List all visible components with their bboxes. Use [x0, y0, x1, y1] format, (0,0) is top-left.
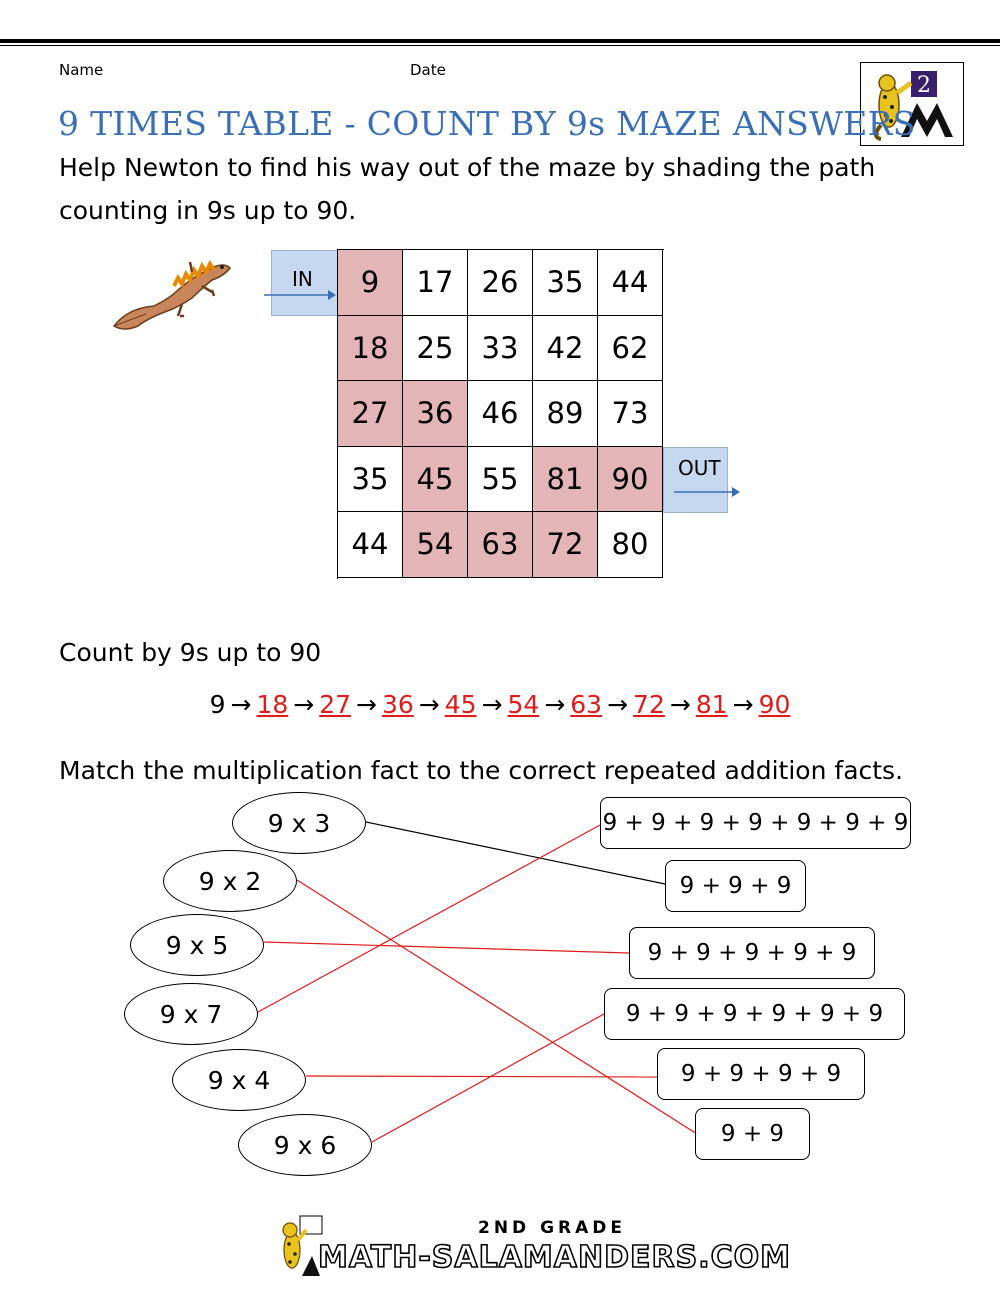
maze-cell: 54 — [403, 512, 468, 578]
match-line — [372, 1014, 604, 1142]
right-arrow-icon: → — [669, 690, 691, 719]
addition-box-1: 9 + 9 + 9 + 9 + 9 + 9 + 9 — [600, 797, 911, 849]
sequence-answer: 54 — [507, 690, 540, 719]
right-arrow-icon: → — [607, 690, 629, 719]
sequence-answer: 63 — [570, 690, 603, 719]
sequence-start: 9 — [209, 690, 226, 719]
match-line — [264, 942, 629, 953]
right-arrow-icon: → — [481, 690, 503, 719]
match-heading: Match the multiplication fact to the correct repeated addition facts. — [59, 756, 904, 785]
instruction-line-2: counting in 9s up to 90. — [59, 196, 357, 225]
maze-cell: 46 — [468, 381, 533, 447]
name-label: Name — [59, 61, 104, 79]
sequence-answer: 18 — [256, 690, 289, 719]
maze-cell: 90 — [598, 447, 663, 513]
page-title: 9 TIMES TABLE - COUNT BY 9s MAZE ANSWERS — [58, 104, 916, 143]
maze-cell: 63 — [468, 512, 533, 578]
fact-oval-4: 9 x 7 — [124, 983, 258, 1045]
maze-cell: 42 — [533, 316, 598, 382]
fact-oval-6: 9 x 6 — [238, 1114, 372, 1176]
maze-cell: 27 — [338, 381, 403, 447]
maze-cell: 9 — [338, 250, 403, 316]
maze-cell: 26 — [468, 250, 533, 316]
right-arrow-icon: → — [356, 690, 377, 719]
footer-grade: 2ND GRADE — [478, 1218, 627, 1238]
maze-cell: 35 — [533, 250, 598, 316]
maze-cell: 89 — [533, 381, 598, 447]
fact-oval-1: 9 x 3 — [232, 792, 366, 854]
fact-oval-5: 9 x 4 — [172, 1049, 306, 1111]
addition-box-4: 9 + 9 + 9 + 9 + 9 + 9 — [604, 988, 905, 1040]
count-heading: Count by 9s up to 90 — [59, 638, 322, 667]
maze-cell: 25 — [403, 316, 468, 382]
sequence-answer: 81 — [695, 690, 728, 719]
addition-box-2: 9 + 9 + 9 — [665, 860, 806, 912]
maze-cell: 35 — [338, 447, 403, 513]
logo-number: 2 — [917, 73, 931, 98]
right-arrow-icon: → — [230, 690, 252, 719]
maze-cell: 18 — [338, 316, 403, 382]
sequence-answer: 90 — [758, 690, 791, 719]
maze-cell: 62 — [598, 316, 663, 382]
maze-cell: 81 — [533, 447, 598, 513]
maze-cell: 80 — [598, 512, 663, 578]
instruction-line-1: Help Newton to find his way out of the maze by shading the path — [59, 153, 876, 182]
match-line — [306, 1076, 657, 1077]
footer-site: MATH-SALAMANDERS.COM — [318, 1240, 791, 1275]
right-arrow-icon: → — [732, 690, 754, 719]
right-arrow-icon: → — [293, 690, 315, 719]
maze-cell: 44 — [598, 250, 663, 316]
maze-cell: 72 — [533, 512, 598, 578]
maze-cell: 33 — [468, 316, 533, 382]
sequence-answer: 45 — [444, 690, 477, 719]
addition-box-3: 9 + 9 + 9 + 9 + 9 — [629, 927, 875, 979]
fact-oval-2: 9 x 2 — [163, 850, 297, 912]
addition-box-5: 9 + 9 + 9 + 9 — [657, 1048, 865, 1100]
maze-cell: 17 — [403, 250, 468, 316]
date-label: Date — [410, 61, 446, 79]
right-arrow-icon: → — [418, 690, 440, 719]
maze-cell: 44 — [338, 512, 403, 578]
maze-cell: 45 — [403, 447, 468, 513]
maze-cell: 55 — [468, 447, 533, 513]
maze-in-label: IN — [292, 267, 313, 291]
maze-cell: 36 — [403, 381, 468, 447]
right-arrow-icon: → — [544, 690, 566, 719]
maze-cell: 73 — [598, 381, 663, 447]
sequence-answer: 27 — [319, 690, 352, 719]
addition-box-6: 9 + 9 — [695, 1108, 810, 1160]
sequence-answer: 72 — [633, 690, 665, 719]
fact-oval-3: 9 x 5 — [130, 914, 264, 976]
sequence-answer: 36 — [381, 690, 414, 719]
maze-out-label: OUT — [678, 456, 721, 480]
